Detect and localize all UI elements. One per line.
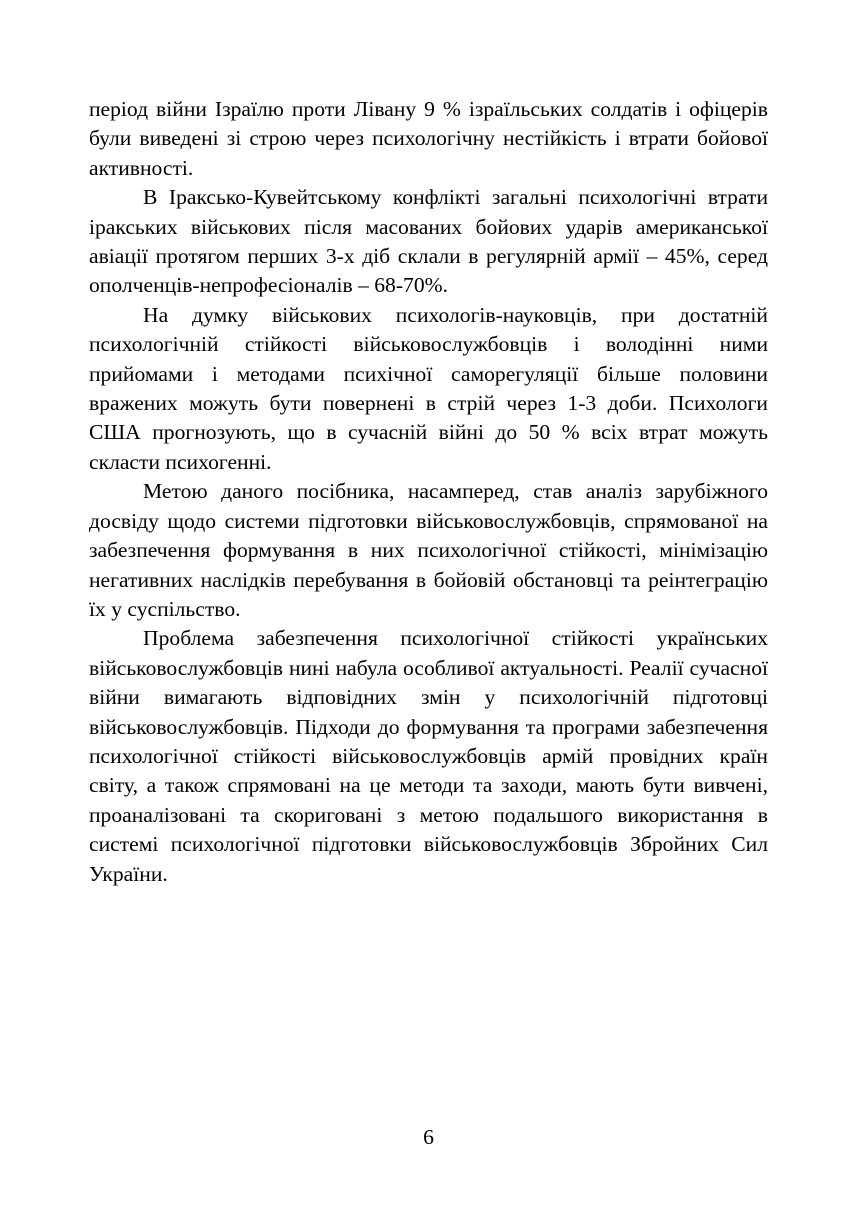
paragraph-problem-statement: Проблема забезпечення психологічної стійкості українських військовослужбовців нині набула особливої актуальності. Реалії сучасної війни вимагають відповідних змін у психологічній підготовці військовослужбовців. Підходи до формування та програми забезпечення психологічної стійкості військовослужбовців армій провідних країн світу, а також спрямовані на це методи та заходи, мають бути вивчені, проаналізовані та скориговані з метою подальшого використання в системі психологічної підготовки військовослужбовців Збройних Сил України. (89, 626, 768, 886)
body-text (89, 95, 768, 889)
paragraph-psychologists-opinion: На думку військових психологів-науковців, при достатній психологічній стійкості військовослужбовців і володінні ними прийомами і методами психічної саморегуляції більше половини вражених можуть бути повернені в стрій через 1-3 доби. Психологи США прогнозують, що в сучасній війні до 50 % всіх втрат можуть скласти психогенні. (89, 302, 768, 474)
paragraph-manual-purpose: Метою даного посібника, насамперед, став аналіз зарубіжного досвіду щодо системи підготовки військовослужбовців, спрямованої на забезпечення формування в них психологічної стійкості, мінімізацію негативних наслідків перебування в бойовій обстановці та реінтеграцію їх у суспільство. (89, 479, 768, 621)
page-number: 6 (423, 1125, 434, 1149)
paragraph-iraq-kuwait: В Іраксько-Кувейтському конфлікті загальні психологічні втрати іракських військових після масованих бойових ударів американської авіації протягом перших 3-х діб склали в регулярній армії – 45%, серед ополченців-непрофесіоналів – 68-70%. (89, 185, 768, 298)
paragraph-continuation: період війни Ізраїлю проти Лівану 9 % ізраїльських солдатів і офіцерів були виведені зі строю через психологічну нестійкість і втрати бойової активності. (89, 97, 768, 180)
